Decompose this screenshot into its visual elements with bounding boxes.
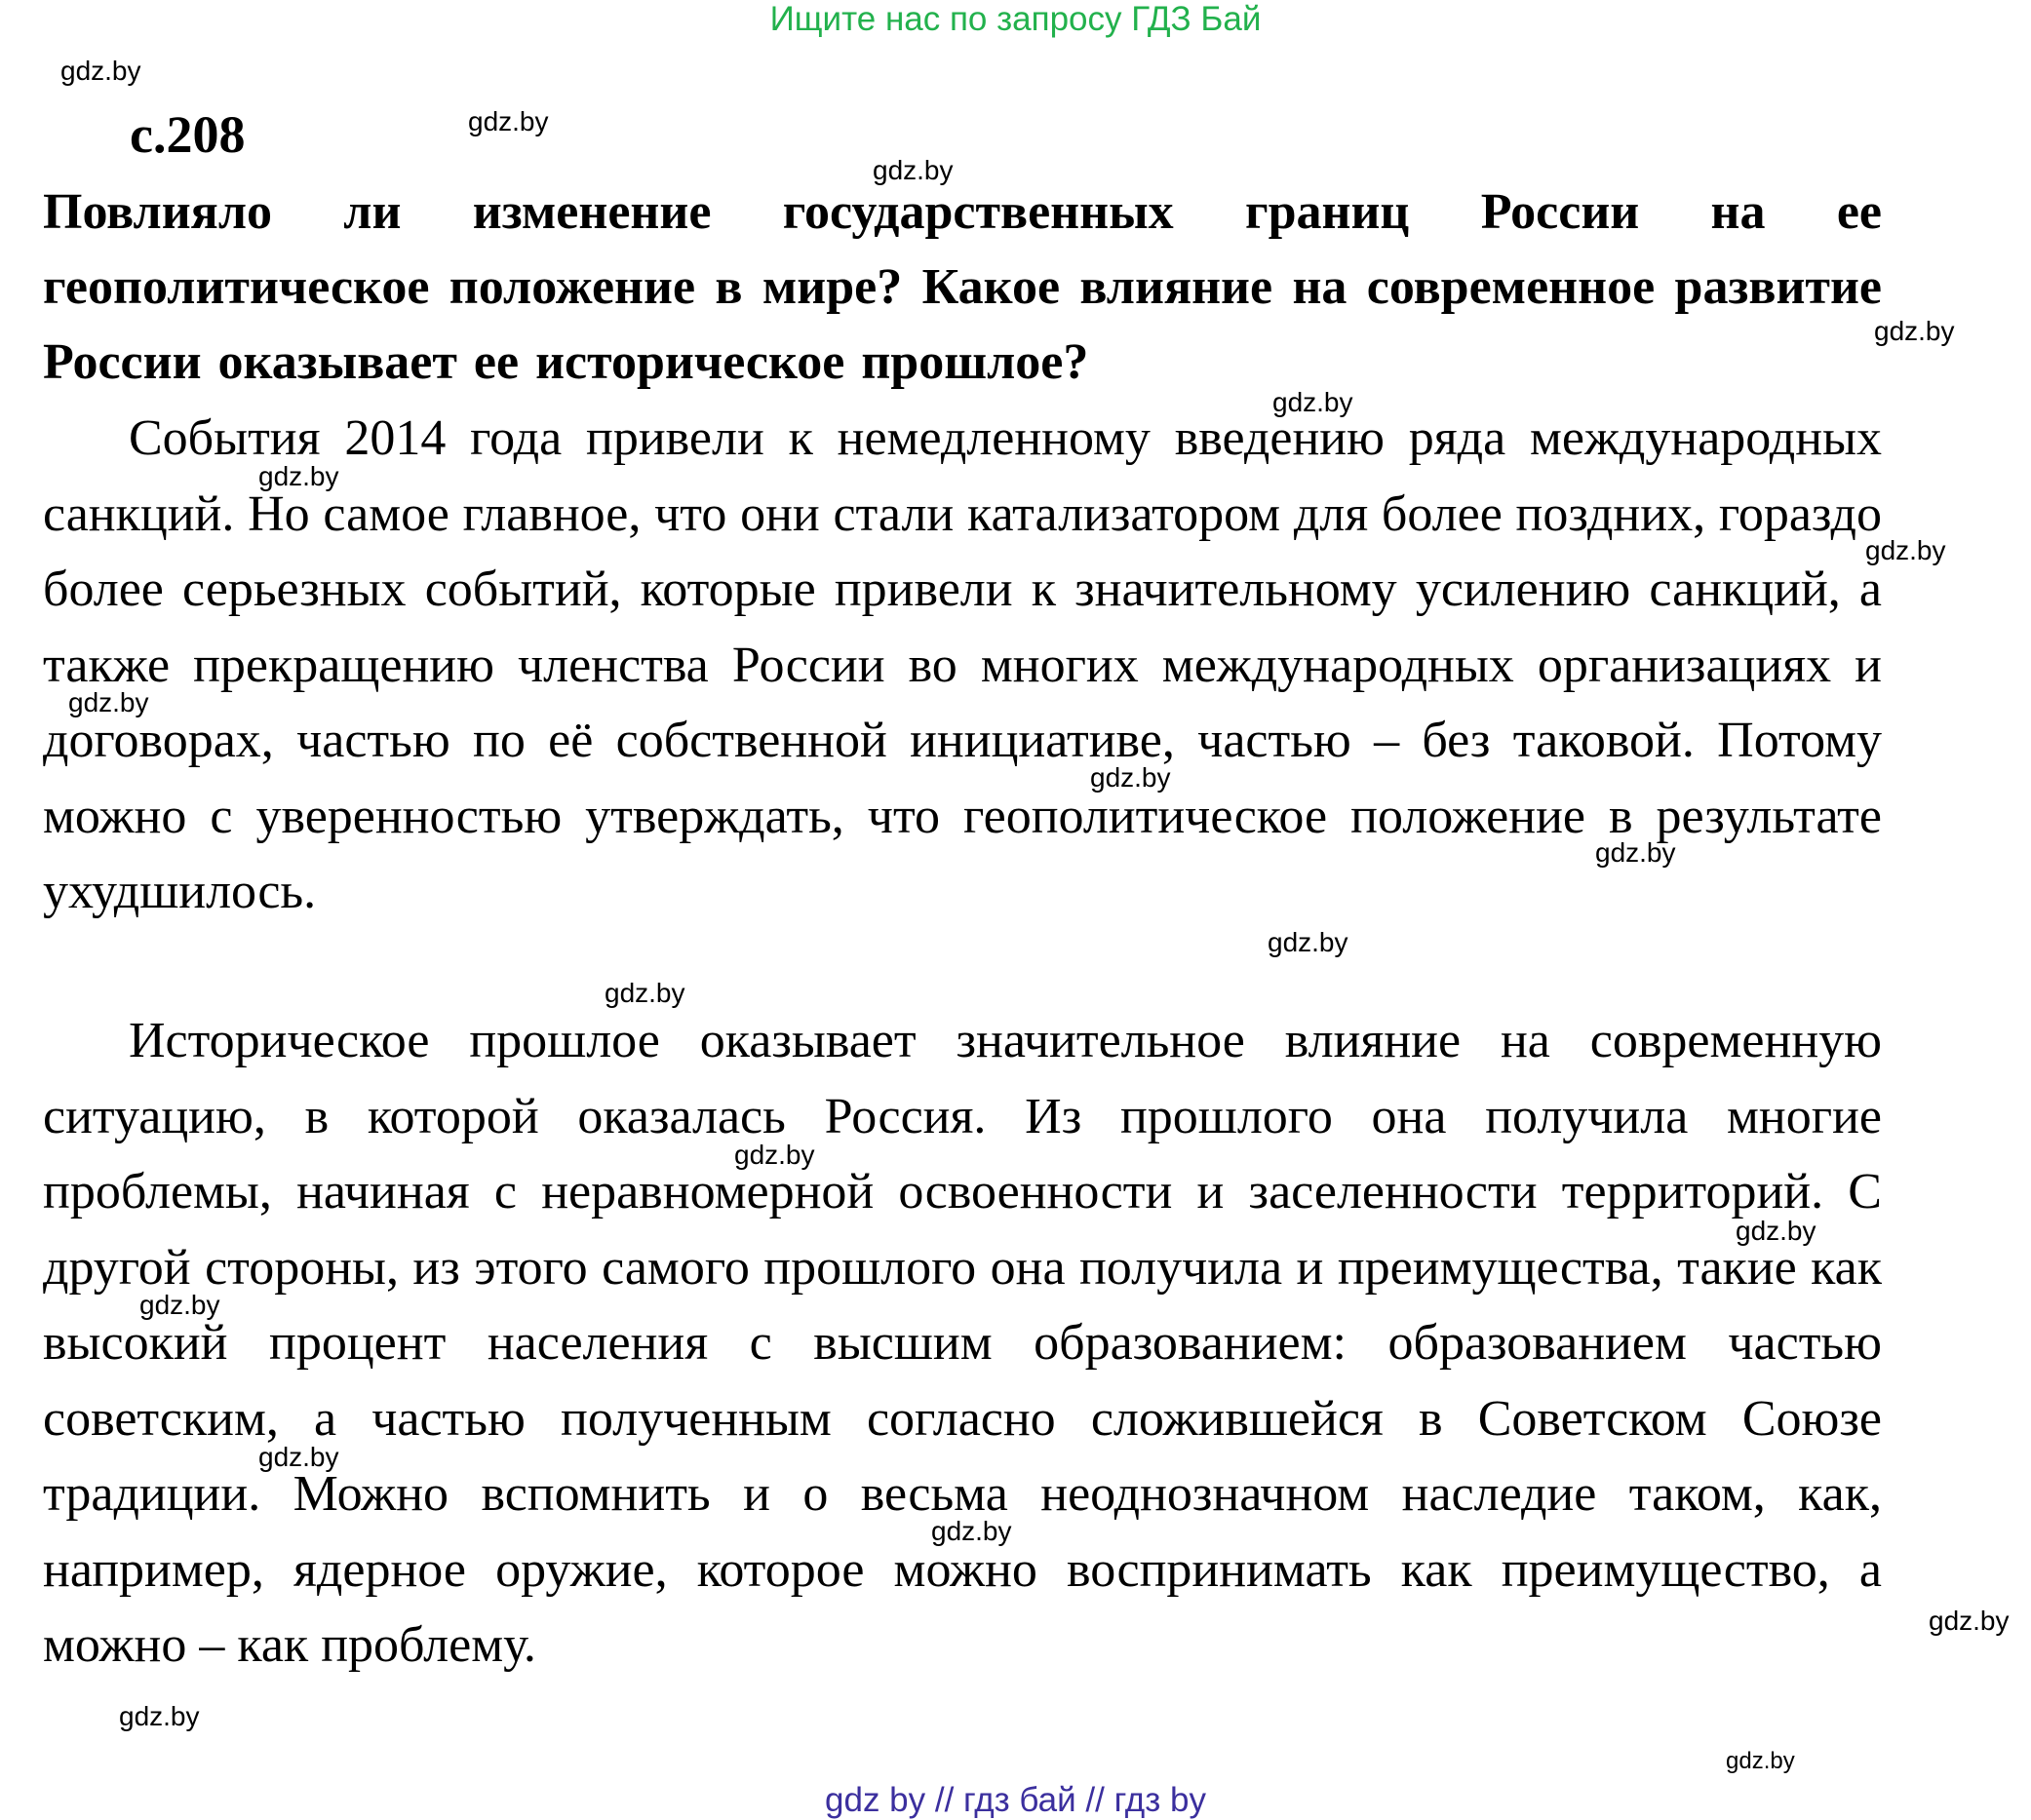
watermark: gdz.by (468, 106, 549, 136)
watermark: gdz.by (1929, 1606, 2010, 1636)
watermark: gdz.by (258, 1442, 339, 1472)
watermark: gdz.by (1272, 387, 1353, 417)
search-banner: Ищите нас по запросу ГДЗ Бай (769, 0, 1262, 38)
watermark: gdz.by (1268, 927, 1348, 957)
footer-links: gdz by // гдз бай // гдз by (825, 1781, 1206, 1819)
watermark: gdz.by (873, 155, 954, 185)
watermark: gdz.by (119, 1701, 200, 1731)
watermark: gdz.by (1865, 535, 1946, 565)
page-number: с.208 (130, 105, 246, 164)
watermark: gdz.by (931, 1516, 1012, 1546)
watermark: gdz.by (60, 56, 141, 86)
question-heading: Повлияло ли изменение государственных границ России на ее геополитическое положение в мире? Какое влияние на современное развитие России оказывает ее историческое прошлое? (43, 184, 1882, 390)
watermark: gdz.by (1874, 316, 1955, 346)
watermark: gdz.by (1736, 1216, 1816, 1246)
watermark: gdz.by (1595, 837, 1676, 868)
watermark: gdz.by (258, 461, 339, 491)
watermark: gdz.by (139, 1290, 220, 1320)
answer-paragraph-2: Историческое прошлое оказывает значительное влияние на современную ситуацию, в которой оказалась Россия. Из прошлого она получила многие проблемы, начиная с неравномерной освоенности и заселенности территорий. С другой стороны, из этого самого прошлого она получила и преимущества, такие как высокий процент населения с высшим образованием: образованием частью советским, а частью полученным согласно сложившейся в Советском Союзе традиции. Можно вспомнить и о весьма неоднозначном наследие таком, как, например, ядерное оружие, которое можно воспринимать как преимущество, а можно – как проблему. (43, 1013, 1882, 1673)
watermark: gdz.by (1090, 762, 1171, 793)
answer-paragraph-1: События 2014 года привели к немедленному введению ряда международных санкций. Но самое главное, что они стали катализатором для более поздних, гораздо более серьезных событий, которые привели к значительному усилению санкций, а также прекращению членства России во многих международных организациях и договорах, частью по её собственной инициативе, частью – без таковой. Потому можно с уверенностью утверждать, что геополитическое положение в результате ухудшилось. (43, 410, 1882, 919)
watermark: gdz.by (605, 978, 685, 1008)
watermark: gdz.by (1726, 1748, 1795, 1774)
watermark: gdz.by (734, 1140, 815, 1170)
watermark: gdz.by (68, 687, 149, 717)
